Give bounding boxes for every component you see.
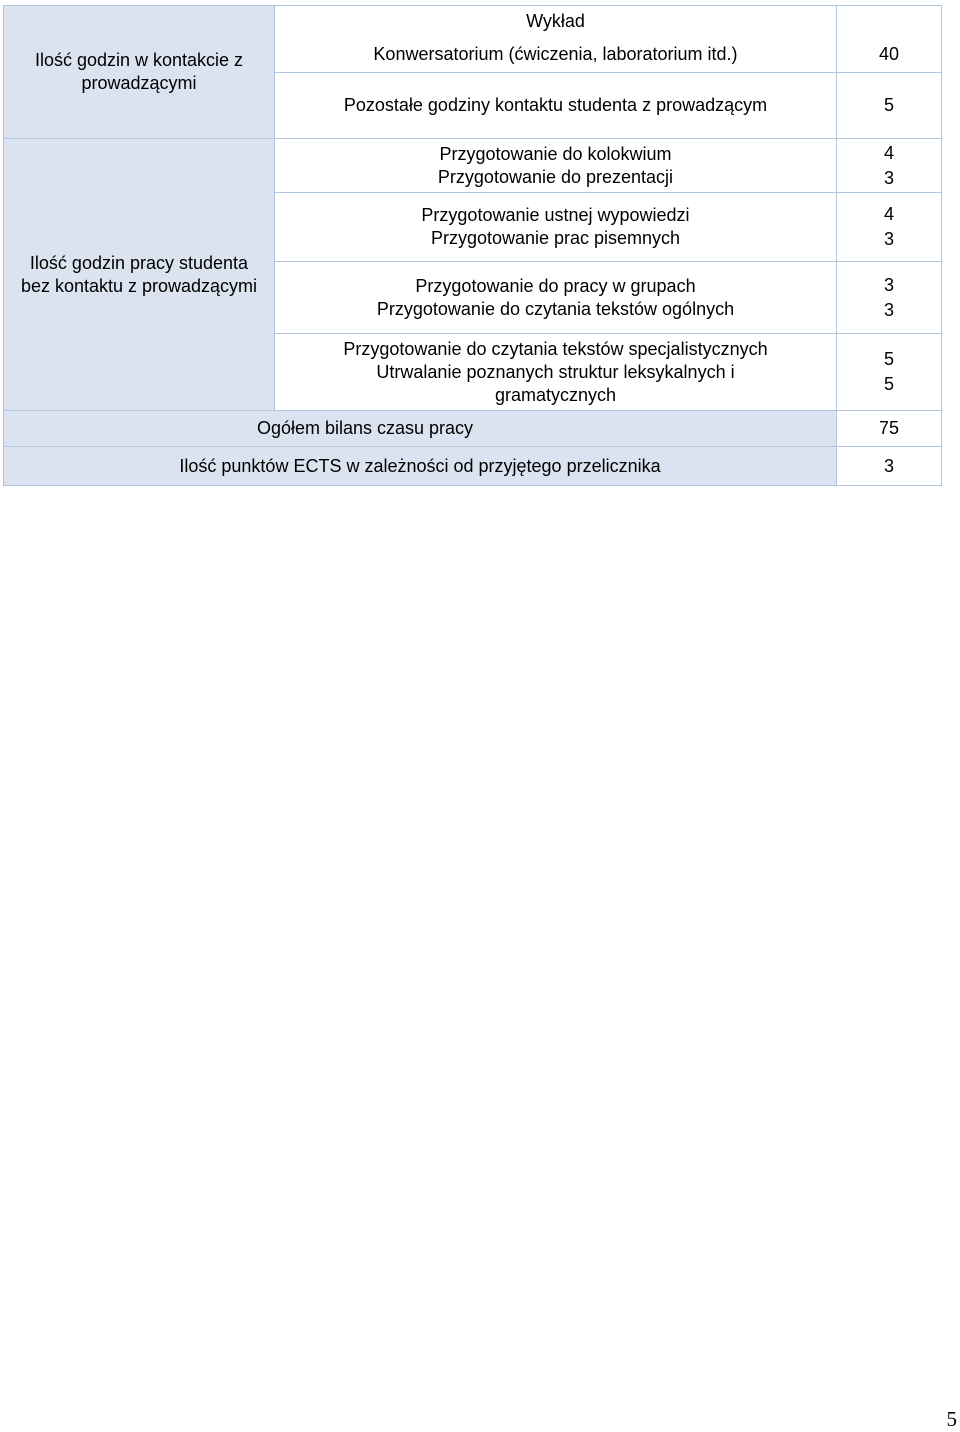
hours-value: 4	[883, 142, 894, 163]
workload-table	[3, 5, 942, 486]
contact-row-lecture	[275, 6, 836, 36]
page-number: 5	[946, 1407, 957, 1431]
contact-row-other-hours	[837, 73, 941, 138]
self-study-group-3-hours	[837, 262, 941, 333]
grid-line	[836, 5, 837, 486]
hours-value: 3	[883, 229, 894, 249]
hours-value: 5	[883, 374, 894, 394]
self-study-label-text: Ilość godzin pracy studenta bez kontaktu z prowadzącymi	[20, 252, 258, 296]
activity-line: Przygotowanie do prezentacji	[437, 166, 674, 187]
activity-line: Przygotowanie do czytania tekstów ogólnych	[376, 298, 735, 319]
ects-label-text: Ilość punktów ECTS w zależności od przyjętego przelicznika	[179, 455, 661, 476]
activity-text: Konwersatorium (ćwiczenia, laboratorium itd.)	[373, 43, 738, 64]
total-label-text: Ogółem bilans czasu pracy	[256, 418, 474, 438]
self-study-group-1	[275, 139, 836, 192]
grid-line	[3, 446, 942, 447]
grid-line	[941, 5, 942, 486]
ects-value-text: 3	[883, 455, 894, 476]
self-study-group-4	[275, 334, 836, 410]
contact-row-conversatorium	[275, 36, 836, 72]
ects-label	[4, 447, 836, 485]
hours-value: 3	[883, 299, 894, 320]
total-value	[837, 411, 941, 446]
grid-line	[3, 5, 4, 486]
self-study-group-1-hours	[837, 139, 941, 192]
grid-line	[3, 138, 942, 139]
hours-value: 3	[883, 167, 894, 188]
grid-line	[275, 192, 942, 193]
activity-line: Utrwalanie poznanych struktur leksykalnych i gramatycznych	[376, 361, 735, 405]
self-study-group-4-hours	[837, 334, 941, 410]
hours-value: 4	[883, 204, 894, 224]
self-study-group-2	[275, 193, 836, 261]
grid-line	[3, 410, 942, 411]
grid-line	[275, 72, 942, 73]
activity-line: Przygotowanie ustnej wypowiedzi	[421, 205, 690, 225]
total-value-text: 75	[878, 418, 900, 438]
grid-line	[3, 5, 942, 6]
grid-line	[275, 333, 942, 334]
hours-value: 3	[883, 274, 894, 295]
hours-value: 40	[878, 43, 900, 64]
self-study-group-3	[275, 262, 836, 333]
activity-text: Pozostałe godziny kontaktu studenta z prowadzącym	[343, 95, 768, 115]
contact-hours-label-text: Ilość godzin w kontakcie z prowadzącymi	[34, 50, 244, 93]
activity-text: Wykład	[526, 11, 585, 31]
contact-hours-label	[4, 6, 274, 138]
activity-line: Przygotowanie do kolokwium	[439, 143, 672, 164]
grid-line	[3, 485, 942, 486]
total-label	[4, 411, 836, 446]
activity-line: Przygotowanie do pracy w grupach	[415, 275, 696, 296]
self-study-group-2-hours	[837, 193, 941, 261]
activity-line: Przygotowanie prac pisemnych	[430, 228, 681, 248]
contact-row-other	[275, 73, 836, 138]
hours-value: 5	[883, 95, 894, 115]
ects-value	[837, 447, 941, 485]
grid-line	[275, 261, 942, 262]
hours-value: 5	[883, 349, 894, 369]
activity-line: Przygotowanie do czytania tekstów specjalistycznych	[343, 338, 768, 359]
self-study-label	[4, 139, 274, 410]
grid-line	[274, 5, 275, 411]
